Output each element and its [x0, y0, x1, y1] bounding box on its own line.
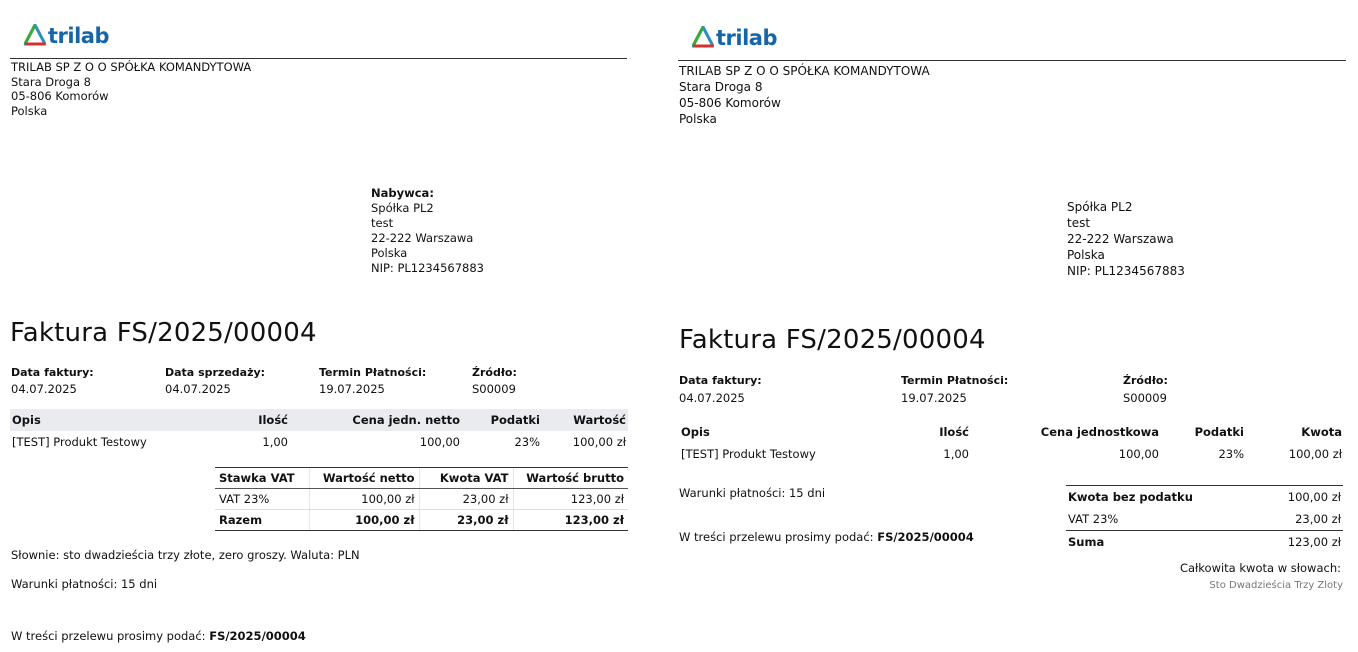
payment-terms: Warunki płatności: 15 dni [11, 577, 158, 591]
seller-name: TRILAB SP Z O O SPÓŁKA KOMANDYTOWA [11, 60, 252, 74]
seller-street: Stara Droga 8 [11, 74, 91, 89]
invoice-preview-right [668, 0, 1358, 652]
logo-text: trilab [716, 26, 777, 50]
total-label: Razem [215, 510, 309, 531]
transfer-ref: FS/2025/00004 [209, 629, 306, 643]
line-unit-price: 100,00 [1118, 447, 1159, 461]
line-quantity: 1,00 [943, 447, 969, 461]
table-row [679, 443, 1344, 465]
meta-value: 04.07.2025 [11, 382, 77, 396]
table-total-row [215, 510, 628, 531]
seller-address [11, 60, 251, 118]
buyer-nip: NIP: PL1234567883 [371, 261, 484, 275]
buyer-name: Spółka PL2 [371, 201, 434, 215]
buyer-city: 22-222 Warszawa [1067, 232, 1174, 246]
line-unit-price: 100,00 [419, 435, 460, 449]
col-header: Ilość [196, 409, 290, 431]
meta-source [1123, 374, 1168, 405]
invoice-title: Faktura FS/2025/00004 [10, 318, 317, 348]
payment-terms: Warunki płatności: 15 dni [679, 486, 826, 500]
total-value: 123,00 zł [1287, 535, 1341, 549]
untaxed-row [1066, 486, 1343, 509]
col-header: Ilość [939, 425, 969, 439]
vat-net: 100,00 zł [309, 489, 419, 510]
table-header-row [679, 421, 1344, 443]
line-description: [TEST] Produkt Testowy [12, 435, 147, 449]
vat-value: 23,00 zł [1258, 508, 1343, 531]
buyer-line2: test [1067, 216, 1091, 230]
invoice-lines-table [679, 421, 1344, 465]
col-header: Cena jedn. netto [290, 409, 462, 431]
totals-summary [1066, 485, 1343, 553]
words-label: Całkowita kwota w słowach: [1179, 561, 1341, 575]
line-description: [TEST] Produkt Testowy [681, 447, 816, 461]
col-header: Wartość brutto [513, 468, 628, 489]
meta-value: 04.07.2025 [165, 382, 231, 396]
seller-country: Polska [11, 103, 48, 118]
line-tax: 23% [1218, 447, 1244, 461]
header-divider [678, 60, 1346, 61]
meta-due-date [319, 366, 426, 396]
total-net: 100,00 zł [309, 510, 419, 531]
col-header: Kwota [1301, 425, 1342, 439]
vat-row [1066, 508, 1343, 531]
buyer-line2: test [371, 216, 394, 230]
meta-label: Źródło: [472, 366, 517, 379]
col-header: Wartość [542, 409, 628, 431]
meta-value: 04.07.2025 [679, 391, 745, 405]
meta-label: Data faktury: [11, 366, 94, 379]
invoice-title: Faktura FS/2025/00004 [679, 325, 986, 355]
logo-text: trilab [48, 24, 109, 48]
meta-label: Termin Płatności: [319, 366, 427, 379]
invoice-preview-left [0, 0, 640, 652]
buyer-name: Spółka PL2 [1067, 200, 1133, 214]
total-vat: 23,00 zł [419, 510, 513, 531]
meta-due-date [901, 374, 1008, 405]
line-amount: 100,00 zł [572, 435, 626, 449]
col-header: Opis [681, 425, 710, 439]
meta-label: Data sprzedaży: [165, 366, 266, 379]
seller-city: 05-806 Komorów [11, 89, 109, 103]
header-divider [10, 58, 627, 59]
buyer-nip: NIP: PL1234567883 [1067, 264, 1185, 278]
seller-country: Polska [679, 112, 717, 126]
trilab-logo-icon [24, 24, 46, 48]
amount-in-words: Sto Dwadzieścia Trzy Zloty [1209, 580, 1343, 591]
vat-gross: 123,00 zł [513, 489, 628, 510]
buyer-address [1067, 199, 1185, 279]
company-logo [24, 24, 109, 48]
vat-amount: 23,00 zł [419, 489, 513, 510]
table-row [215, 489, 628, 510]
meta-value: 19.07.2025 [901, 391, 967, 405]
meta-value: S00009 [472, 382, 516, 396]
meta-label: Termin Płatności: [901, 374, 1009, 387]
col-header: Cena jednostkowa [1040, 425, 1159, 439]
col-header: Opis [10, 409, 196, 431]
col-header: Podatki [1194, 425, 1244, 439]
buyer-label: Nabywca: [371, 186, 434, 200]
meta-sale-date [165, 366, 265, 396]
table-header-row [10, 409, 628, 431]
untaxed-label: Kwota bez podatku [1066, 486, 1258, 509]
vat-rate: VAT 23% [215, 489, 309, 510]
col-header: Podatki [462, 409, 542, 431]
line-amount: 100,00 zł [1288, 447, 1342, 461]
line-tax: 23% [514, 435, 540, 449]
total-label: Suma [1068, 535, 1105, 549]
amount-in-words: Słownie: sto dwadzieścia trzy złote, zero groszy. Waluta: PLN [11, 548, 360, 562]
company-logo [692, 26, 777, 50]
meta-invoice-date [679, 374, 762, 405]
transfer-prefix: W treści przelewu prosimy podać: [679, 530, 874, 544]
meta-label: Data faktury: [679, 374, 762, 387]
total-row [1066, 531, 1343, 554]
meta-label: Źródło: [1123, 374, 1168, 387]
buyer-country: Polska [371, 246, 408, 260]
col-header: Stawka VAT [215, 468, 309, 489]
meta-value: 19.07.2025 [319, 382, 385, 396]
col-header: Kwota VAT [419, 468, 513, 489]
total-gross: 123,00 zł [513, 510, 628, 531]
seller-street: Stara Droga 8 [679, 80, 763, 94]
meta-value: S00009 [1123, 391, 1167, 405]
buyer-city: 22-222 Warszawa [371, 231, 474, 245]
transfer-prefix: W treści przelewu prosimy podać: [11, 629, 206, 643]
table-header-row [215, 468, 628, 489]
trilab-logo-icon [692, 26, 714, 50]
meta-source [472, 366, 517, 396]
seller-city: 05-806 Komorów [679, 96, 781, 110]
table-row [10, 431, 628, 453]
transfer-reference [11, 629, 306, 643]
seller-address [679, 63, 930, 127]
buyer-country: Polska [1067, 248, 1105, 262]
invoice-lines-table [10, 409, 628, 453]
untaxed-value: 100,00 zł [1258, 486, 1343, 509]
seller-name: TRILAB SP Z O O SPÓŁKA KOMANDYTOWA [679, 64, 930, 78]
vat-label: VAT 23% [1066, 508, 1258, 531]
transfer-reference [679, 530, 974, 544]
transfer-ref: FS/2025/00004 [877, 530, 974, 544]
vat-summary-table [215, 467, 628, 531]
line-quantity: 1,00 [262, 435, 288, 449]
col-header: Wartość netto [309, 468, 419, 489]
buyer-address [371, 186, 484, 276]
meta-invoice-date [11, 366, 94, 396]
